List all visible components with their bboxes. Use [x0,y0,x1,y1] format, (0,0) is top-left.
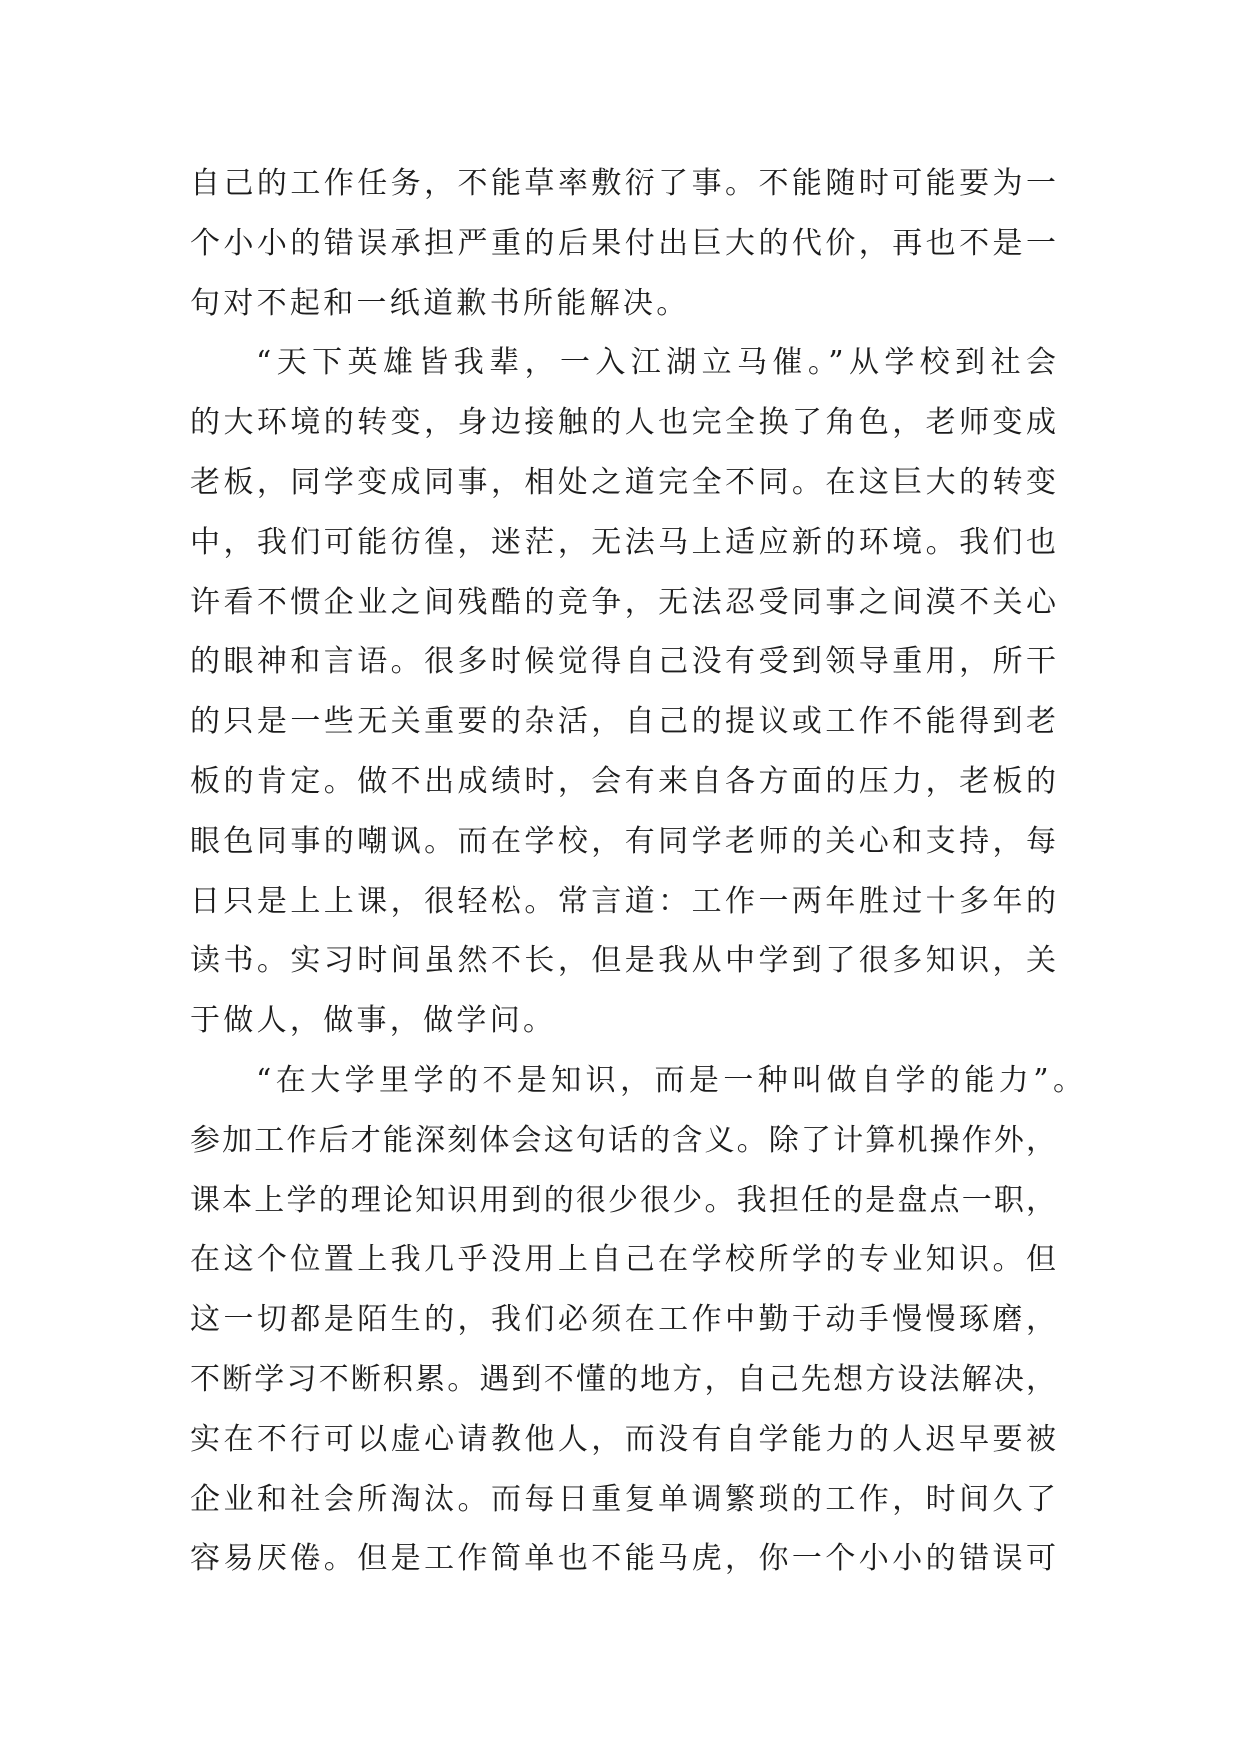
text-line: 课本上学的理论知识用到的很少很少。我担任的是盘点一职， [190,1182,1056,1218]
text-line: 个小小的错误承担严重的后果付出巨大的代价，再也不是一 [190,225,1056,261]
paragraph [190,1051,1083,1589]
text-line: 于做人，做事，做学问。 [190,1003,557,1039]
text-line: 实在不行可以虚心请教他人，而没有自学能力的人迟早要被 [190,1421,1056,1457]
text-line: 在这个位置上我几乎没用上自己在学校所学的专业知识。但 [190,1242,1056,1278]
text-line: “天下英雄皆我辈，一入江湖立马催。”从学校到社会 [256,345,1056,381]
text-line: “在大学里学的不是知识，而是一种叫做自学的能力”。 [256,1062,1083,1098]
text-line: 容易厌倦。但是工作简单也不能马虎，你一个小小的错误可 [190,1541,1056,1577]
text-line: 读书。实习时间虽然不长，但是我从中学到了很多知识，关 [190,943,1056,979]
text-line: 企业和社会所淘汰。而每日重复单调繁琐的工作，时间久了 [190,1481,1056,1517]
text-line: 许看不惯企业之间残酷的竞争，无法忍受同事之间漠不关心 [190,584,1056,620]
text-line: 的眼神和言语。很多时候觉得自己没有受到领导重用，所干 [190,644,1056,680]
text-line: 这一切都是陌生的，我们必须在工作中勤于动手慢慢琢磨， [190,1302,1056,1338]
text-line: 中，我们可能彷徨，迷茫，无法马上适应新的环境。我们也 [190,524,1056,560]
text-line: 参加工作后才能深刻体会这句话的含义。除了计算机操作外， [190,1122,1056,1158]
text-line: 的大环境的转变，身边接触的人也完全换了角色，老师变成 [190,405,1056,441]
text-line: 自己的工作任务，不能草率敷衍了事。不能随时可能要为一 [190,166,1056,201]
text-line: 老板，同学变成同事，相处之道完全不同。在这巨大的转变 [190,464,1056,500]
text-line: 日只是上上课，很轻松。常言道：工作一两年胜过十多年的 [190,883,1056,919]
text-line: 句对不起和一纸道歉书所能解决。 [190,285,690,321]
paragraph [190,333,1056,1051]
paragraph [190,154,1056,333]
document-body [190,154,1083,1589]
text-line: 眼色同事的嘲讽。而在学校，有同学老师的关心和支持，每 [190,823,1056,859]
text-line: 的只是一些无关重要的杂活，自己的提议或工作不能得到老 [190,704,1056,740]
text-line: 不断学习不断积累。遇到不懂的地方，自己先想方设法解决， [190,1361,1056,1397]
text-line: 板的肯定。做不出成绩时，会有来自各方面的压力，老板的 [190,763,1056,799]
